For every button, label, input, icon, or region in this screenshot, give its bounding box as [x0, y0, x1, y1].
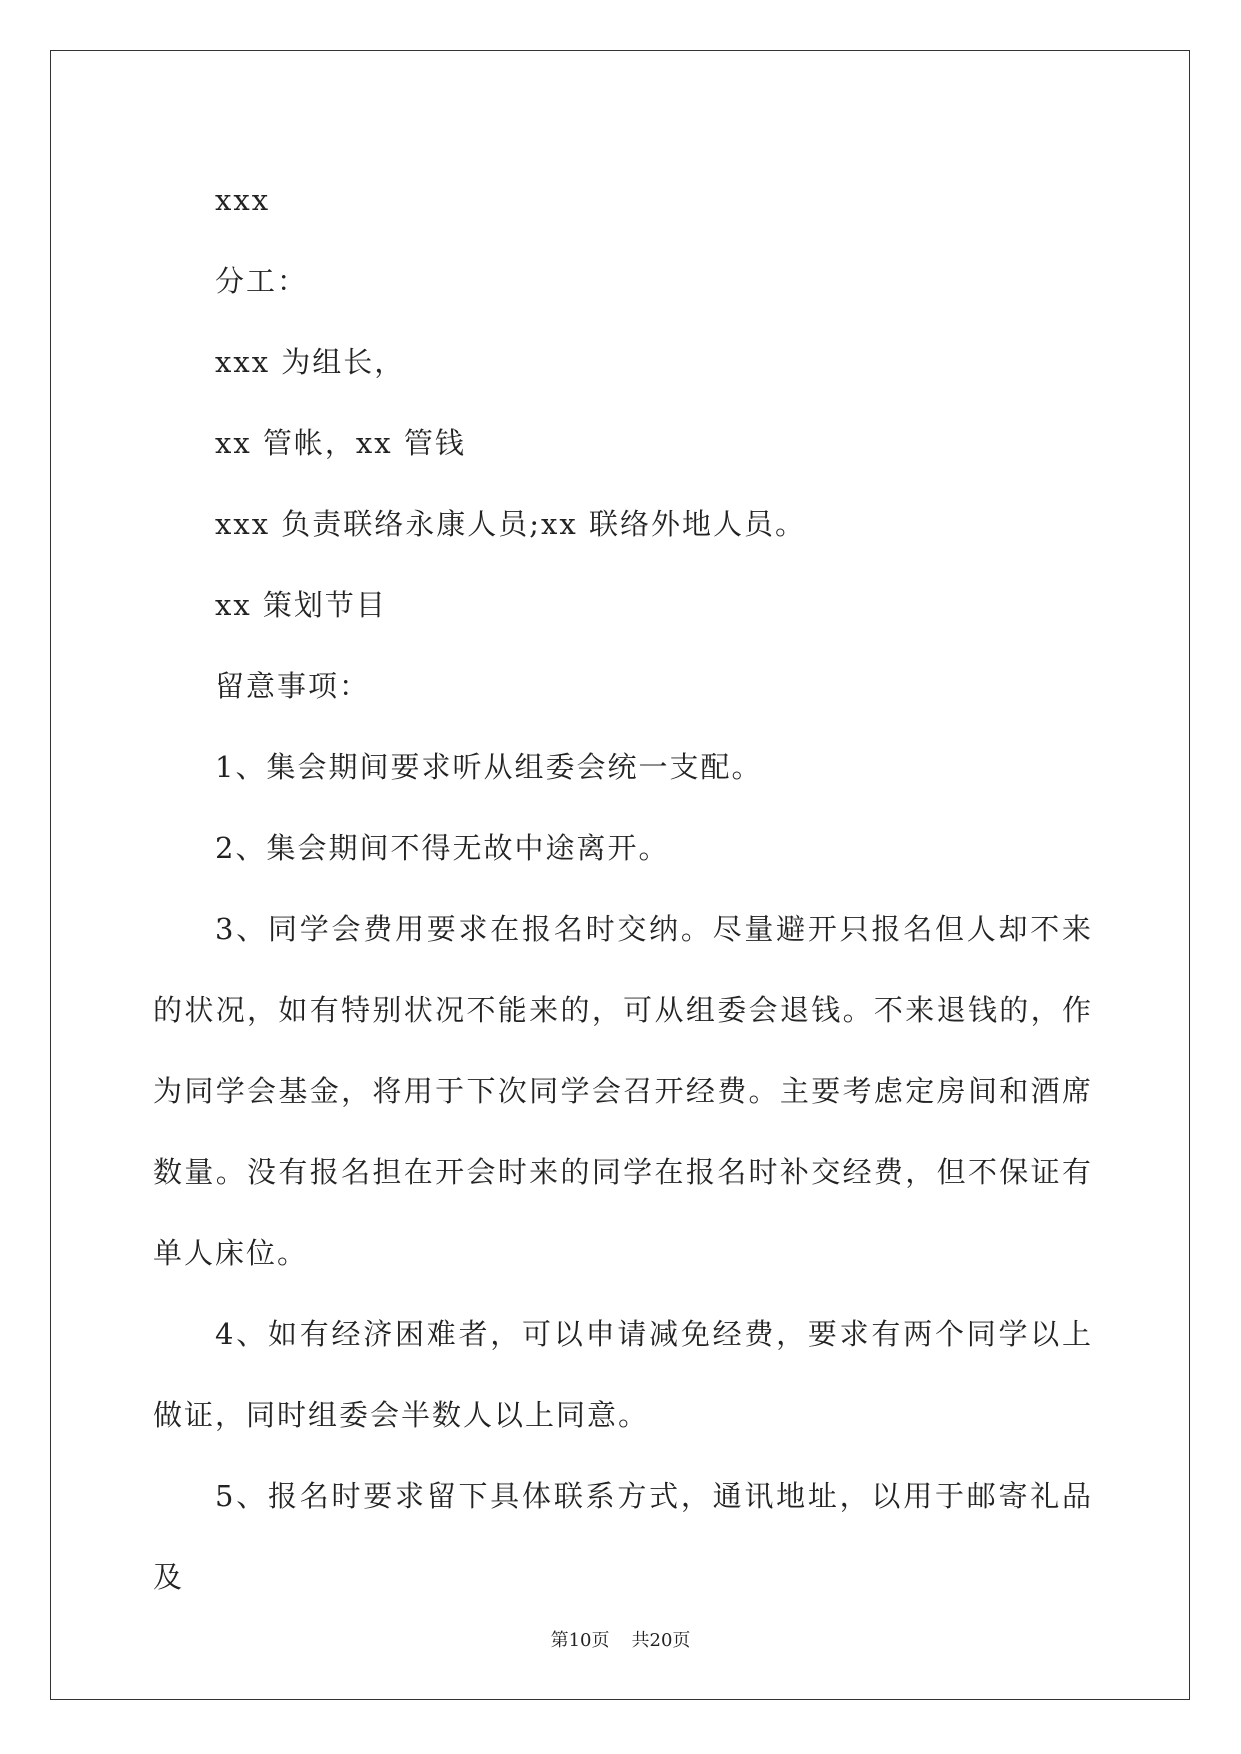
paragraph: 分工：	[215, 264, 309, 298]
document-body	[153, 160, 1093, 1618]
page-total: 共20页	[631, 1630, 691, 1651]
page-footer	[0, 1626, 1241, 1652]
paragraph: 4、如有经济困难者，可以申请减免经费，要求有两个同学以上做证，同时组委会半数人以上同意。	[153, 1317, 1093, 1432]
paragraph: xxx	[215, 183, 271, 217]
paragraph: 3、同学会费用要求在报名时交纳。尽量避开只报名但人却不来的状况，如有特别状况不能来的，可从组委会退钱。不来退钱的，作为同学会基金，将用于下次同学会召开经费。主要考虑定房间和酒席数量。没有报名担在开会时来的同学在报名时补交经费，但不保证有单人床位。	[153, 912, 1093, 1270]
paragraph: xxx 为组长，	[215, 345, 406, 379]
paragraph: 2、集会期间不得无故中途离开。	[215, 831, 670, 865]
paragraph: 5、报名时要求留下具体联系方式，通讯地址，以用于邮寄礼品及	[153, 1479, 1093, 1594]
paragraph: 留意事项：	[215, 669, 371, 703]
paragraph: 1、集会期间要求听从组委会统一支配。	[215, 750, 763, 784]
paragraph: xxx 负责联络永康人员;xx 联络外地人员。	[215, 507, 806, 541]
paragraph: xx 策划节目	[215, 588, 387, 622]
paragraph: xx 管帐，xx 管钱	[215, 426, 466, 460]
page-number: 第10页	[550, 1630, 610, 1651]
